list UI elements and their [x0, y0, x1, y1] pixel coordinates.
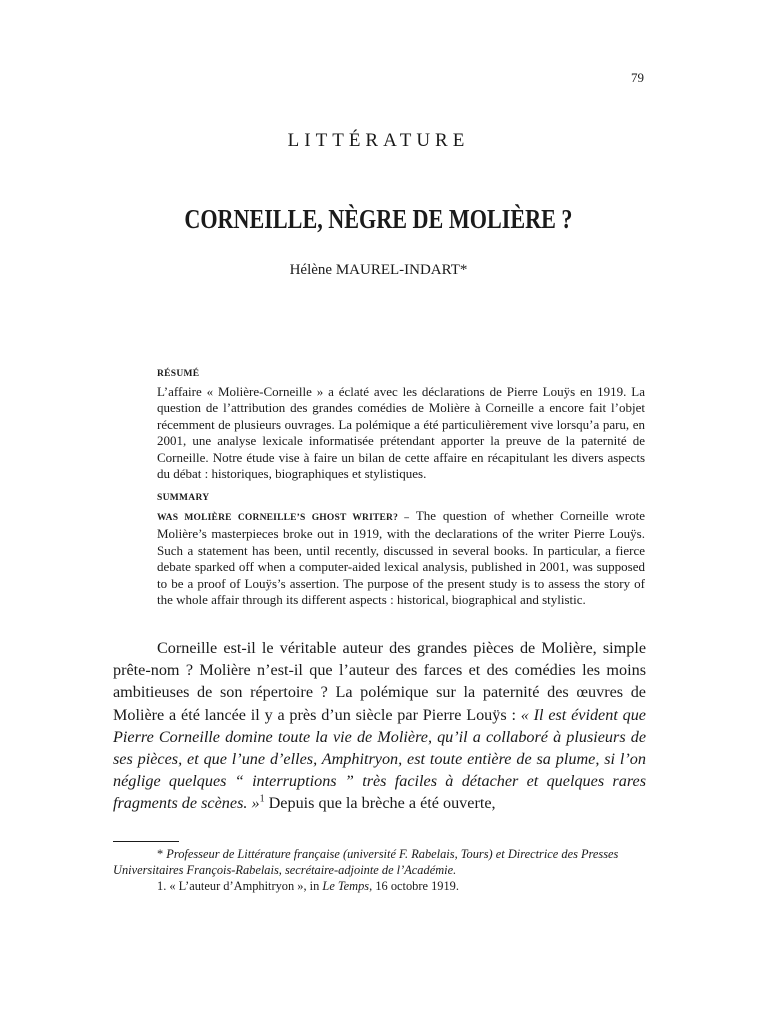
- body-paragraph: [113, 637, 646, 815]
- footnote-1-journal: Le Temps: [322, 879, 370, 893]
- page-number: 79: [631, 70, 644, 85]
- body-quote: « Il est évident que Pierre Corneille domine toute la vie de Molière, qu’il a collaboré à plusieurs de ses pièces, et que l’une d’elles, Amphitryon, est toute entière de sa plume, si l’on néglige quelques “ interruptions ” très faciles à détacher et quelques rares fragments de scènes. »: [113, 705, 646, 813]
- resume-heading: RÉSUMÉ: [157, 369, 200, 379]
- footnote-divider: [113, 841, 179, 842]
- footnote-star-mark: *: [157, 847, 167, 861]
- summary-paragraph: [157, 508, 645, 609]
- summary-block: [157, 490, 645, 609]
- footnote-1-after: , 16 octobre 1919.: [369, 879, 459, 893]
- body-part-2: Depuis que la brèche a été ouverte,: [264, 794, 496, 813]
- summary-heading: SUMMARY: [157, 493, 210, 503]
- footnotes: [113, 846, 646, 894]
- body-text: [113, 637, 646, 815]
- resume-block: [157, 366, 645, 483]
- resume-text: L’affaire « Molière-Corneille » a éclaté avec les déclarations de Pierre Louÿs en 1919. La question de l’attribution des grandes comédies de Molière à Corneille a encore fait l’objet récemment de plusieurs ouvrages. La polémique a été particulièrement vive lorsqu’a paru, en 2001, une analyse lexicale informatisée prétendant apporter la preuve de la paternité de Corneille. Notre étude vise à faire un bilan de cette affaire en récapitulant les divers aspects du débat : historiques, biographiques et stylistiques.: [157, 383, 645, 481]
- author-name: Hélène MAUREL-INDART*: [289, 262, 468, 278]
- footnote-1-number: 1.: [157, 879, 170, 893]
- summary-title: WAS MOLIÈRE CORNEILLE’S GHOST WRITER? –: [157, 512, 410, 523]
- body-part-1: Corneille est-il le véritable auteur des grandes pièces de Molière, simple prête-nom ? Molière n’est-il que l’auteur des farces et des comédies les moins ambitieuses de son répertoire ? La polémique sur la paternité des œuvres de Molière a été lancée il y a près d’un siècle par Pierre Louÿs :: [113, 639, 646, 724]
- footnote-star: [113, 846, 646, 878]
- section-heading: LITTÉRATURE: [287, 130, 470, 151]
- article-title: CORNEILLE, NÈGRE DE MOLIÈRE ?: [184, 204, 573, 234]
- footnote-1-before: « L’auteur d’Amphitryon », in: [169, 879, 323, 893]
- summary-text: The question of whether Corneille wrote Molière’s masterpieces broke out in 1919, with the declarations of the writer Pierre Louÿs. Such a statement has been, until recently, discussed in several books. In particular, a fierce debate sparked off when a computer-aided lexical analysis, published in 2001, was supposed to be a proof of Louÿs’s assertion. The purpose of the present study is to assess the story of the whole affair through its different aspects : historical, biographical and stylistic.: [157, 507, 646, 607]
- footnote-1: [113, 878, 646, 894]
- footnote-star-text: Professeur de Littérature française (université F. Rabelais, Tours) et Directrice des Presses Universitaires François-Rabelais, secrétaire-adjointe de l’Académie.: [113, 847, 619, 877]
- footnote-ref-1[interactable]: 1: [259, 794, 265, 806]
